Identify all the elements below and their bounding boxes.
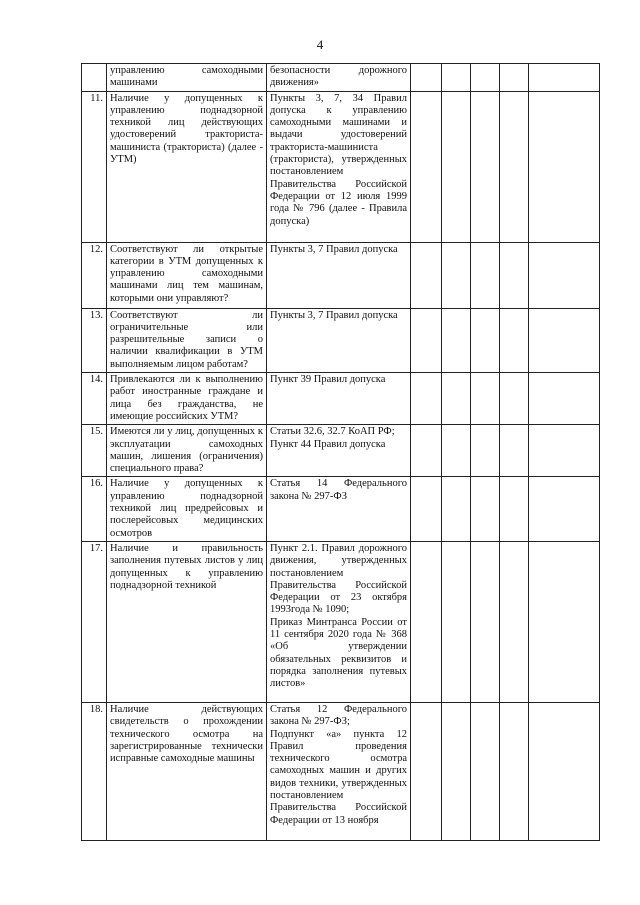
requirement-cell	[107, 242, 267, 308]
answer-cell[interactable]	[500, 373, 529, 425]
answer-cell[interactable]	[442, 702, 471, 840]
answer-cell[interactable]	[411, 425, 442, 477]
answer-cell[interactable]	[471, 541, 500, 702]
legal-reference-cell	[267, 702, 411, 840]
requirement-text: Соответствуют ли ограничительные или разрешительные записи о наличии квалификации в УТМ выполняемым лицом работам?	[110, 309, 263, 370]
legal-reference-cell	[267, 425, 411, 477]
note-cell[interactable]	[529, 541, 600, 702]
requirement-text: Наличие и правильность заполнения путевых листов у лиц допущенных к управлению поднадзорной техникой	[110, 542, 263, 591]
table-row	[82, 64, 600, 92]
answer-cell[interactable]	[442, 242, 471, 308]
answer-cell[interactable]	[411, 541, 442, 702]
legal-reference-cell	[267, 308, 411, 372]
row-number: 14.	[82, 373, 107, 425]
answer-cell[interactable]	[471, 308, 500, 372]
row-number: 11.	[82, 91, 107, 242]
answer-cell[interactable]	[442, 541, 471, 702]
note-cell[interactable]	[529, 64, 600, 92]
row-number: 15.	[82, 425, 107, 477]
answer-cell[interactable]	[500, 242, 529, 308]
requirement-text: Имеются ли у лиц, допущенных к эксплуатации самоходных машин, лишения (ограничения) специального права?	[110, 426, 263, 475]
requirement-text: Наличие у допущенных к управлению поднадзорной техникой лиц действующих удостоверений тракториста-машиниста (тракториста) (далее - УТМ)	[110, 92, 263, 166]
answer-cell[interactable]	[471, 91, 500, 242]
note-cell[interactable]	[529, 702, 600, 840]
answer-cell[interactable]	[411, 702, 442, 840]
page-number: 4	[316, 37, 324, 52]
answer-cell[interactable]	[471, 425, 500, 477]
answer-cell[interactable]	[442, 373, 471, 425]
answer-cell[interactable]	[442, 64, 471, 92]
note-cell[interactable]	[529, 91, 600, 242]
table-row	[82, 91, 600, 242]
legal-reference-text: Пункты 3, 7, 34 Правил допуска к управлению самоходными машинами и выдачи удостоверений тракториста-машиниста (тракториста), утвержденных постановлением Правительства Российской Федерации от 12 июля 1999 года № 796 (далее - Правила допуска)	[270, 92, 407, 227]
answer-cell[interactable]	[500, 702, 529, 840]
answer-cell[interactable]	[500, 308, 529, 372]
answer-cell[interactable]	[442, 477, 471, 541]
answer-cell[interactable]	[500, 541, 529, 702]
requirement-text: Наличие у допущенных к управлению поднадзорной техникой лиц предрейсовых и послерейсовых медицинских осмотров	[110, 478, 263, 539]
legal-reference-text: Пункты 3, 7 Правил допуска	[270, 243, 398, 255]
table-row	[82, 373, 600, 425]
legal-reference-text: Статья 12 Федерального закона № 297-ФЗ; Подпункт «а» пункта 12 Правил проведения технического осмотра самоходных машин и других видов техники, утвержденных постановлением Правительства Российской Федерации от 13 ноября	[270, 703, 407, 826]
table-row	[82, 702, 600, 840]
requirement-cell	[107, 64, 267, 92]
answer-cell[interactable]	[442, 91, 471, 242]
answer-cell[interactable]	[442, 308, 471, 372]
answer-cell[interactable]	[411, 91, 442, 242]
note-cell[interactable]	[529, 477, 600, 541]
answer-cell[interactable]	[471, 64, 500, 92]
answer-cell[interactable]	[500, 425, 529, 477]
legal-reference-text: Статья 14 Федерального закона № 297-ФЗ	[270, 478, 407, 502]
table-row	[82, 541, 600, 702]
answer-cell[interactable]	[471, 242, 500, 308]
answer-cell[interactable]	[471, 373, 500, 425]
row-number: 18.	[82, 702, 107, 840]
requirement-text: управлению самоходными машинами	[110, 65, 263, 89]
answer-cell[interactable]	[471, 702, 500, 840]
table-row	[82, 308, 600, 372]
answer-cell[interactable]	[411, 373, 442, 425]
requirement-cell	[107, 702, 267, 840]
requirement-cell	[107, 477, 267, 541]
answer-cell[interactable]	[500, 91, 529, 242]
answer-cell[interactable]	[411, 477, 442, 541]
legal-reference-cell	[267, 477, 411, 541]
table-row	[82, 425, 600, 477]
table-row	[82, 242, 600, 308]
legal-reference-text: Пункты 3, 7 Правил допуска	[270, 309, 398, 321]
table-row	[82, 477, 600, 541]
requirement-cell	[107, 541, 267, 702]
legal-reference-text: Пункт 39 Правил допуска	[270, 374, 386, 386]
requirement-cell	[107, 373, 267, 425]
legal-reference-cell	[267, 242, 411, 308]
requirement-text: Наличие действующих свидетельств о прохождении технического осмотра на зарегистрированные технически исправные самоходные машины	[110, 703, 263, 765]
answer-cell[interactable]	[411, 308, 442, 372]
note-cell[interactable]	[529, 373, 600, 425]
answer-cell[interactable]	[411, 64, 442, 92]
answer-cell[interactable]	[500, 477, 529, 541]
note-cell[interactable]	[529, 425, 600, 477]
row-number: 16.	[82, 477, 107, 541]
row-number	[82, 64, 107, 92]
row-number: 13.	[82, 308, 107, 372]
row-number: 17.	[82, 541, 107, 702]
answer-cell[interactable]	[442, 425, 471, 477]
requirement-text: Соответствуют ли открытые категории в УТМ допущенных к управлению самоходными машинами лиц тем машинам, которыми они управляют?	[110, 243, 263, 304]
requirement-cell	[107, 425, 267, 477]
note-cell[interactable]	[529, 308, 600, 372]
legal-reference-text: безопасности дорожного движения»	[270, 65, 407, 89]
legal-reference-text: Статьи 32.6, 32.7 КоАП РФ; Пункт 44 Правил допуска	[270, 426, 395, 450]
answer-cell[interactable]	[471, 477, 500, 541]
answer-cell[interactable]	[411, 242, 442, 308]
requirement-text: Привлекаются ли к выполнению работ иностранные граждане и лица без гражданства, не имеющие российских УТМ?	[110, 374, 263, 422]
inspection-checklist-table	[81, 63, 600, 841]
legal-reference-cell	[267, 373, 411, 425]
note-cell[interactable]	[529, 242, 600, 308]
requirement-cell	[107, 91, 267, 242]
row-number: 12.	[82, 242, 107, 308]
answer-cell[interactable]	[500, 64, 529, 92]
requirement-cell	[107, 308, 267, 372]
legal-reference-cell	[267, 91, 411, 242]
legal-reference-cell	[267, 64, 411, 92]
legal-reference-cell	[267, 541, 411, 702]
legal-reference-text: Пункт 2.1. Правил дорожного движения, утвержденных постановлением Правительства Российской Федерации от 23 октября 1993года № 1090; Приказ Минтранса России от 11 сентября 2020 года № 368 «Об утверждении обязательных реквизитов и порядка заполнения путевых листов»	[270, 542, 407, 690]
